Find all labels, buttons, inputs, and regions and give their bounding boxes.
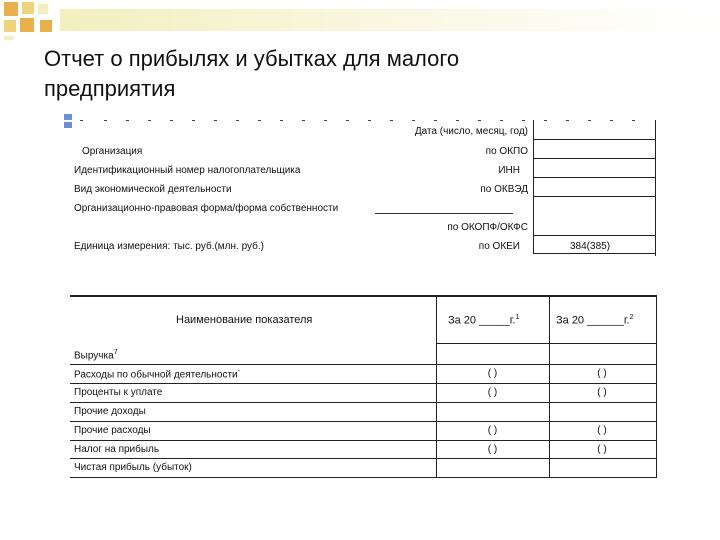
corner-square-icon: [20, 18, 34, 32]
col-header-period1: За 20 _____г.$^1$: [448, 314, 520, 327]
col-header-name: Наименование показателя: [176, 314, 313, 326]
okved-code: по ОКВЭД: [480, 184, 528, 195]
table-row: Налог на прибыль: [74, 444, 160, 455]
slide-title-line2: предприятия: [44, 76, 176, 101]
unit-label: Единица измерения: тыс. руб.(млн. руб.): [74, 241, 264, 252]
org-label: Организация: [82, 146, 143, 157]
corner-square-icon: [38, 4, 48, 14]
okei-code: по ОКЕИ: [478, 241, 520, 252]
title-band: [60, 9, 720, 31]
legal-form-underline: [375, 213, 513, 214]
corner-square-icon: [4, 20, 16, 32]
table-row: Выручка$^7$: [74, 349, 118, 362]
slide-title: [44, 44, 644, 104]
inn-code: ИНН: [498, 165, 520, 176]
table-row: Расходы по обычной деятельности-: [74, 368, 240, 381]
okpo-code: по ОКПО: [485, 146, 528, 157]
inn-label: Идентификационный номер налогоплательщика: [74, 165, 301, 176]
table-row: Чистая прибыль (убыток): [74, 462, 192, 473]
legal-form-label: Организационно-правовая форма/форма собственности: [74, 203, 339, 214]
row-value-2: ( ): [597, 368, 607, 379]
okei-value: 384(385): [570, 241, 611, 252]
corner-decoration: [0, 0, 720, 40]
ruler-marker-icon: [64, 114, 72, 128]
row-value-1: ( ): [487, 387, 498, 398]
corner-square-icon: [4, 2, 18, 16]
corner-square-icon: [40, 20, 52, 32]
table-row: Прочие расходы: [74, 425, 151, 436]
okopf-code: по ОКОПФ/ОКФС: [447, 222, 528, 233]
activity-label: Вид экономической деятельности: [74, 184, 232, 195]
row-value-2: ( ): [597, 425, 607, 436]
row-value-1: ( ): [487, 368, 498, 379]
row-value-2: ( ): [597, 387, 607, 398]
col-header-period2: За 20 ______г.$^2$: [556, 314, 634, 327]
slide-title-line1: Отчет о прибылях и убытках для малого: [44, 46, 460, 71]
row-value-1: ( ): [487, 444, 498, 455]
row-value-2: ( ): [597, 444, 607, 455]
row-value-1: ( ): [487, 425, 498, 436]
table-row: Прочие доходы: [74, 406, 146, 417]
table-row: Проценты к уплате: [74, 387, 163, 398]
corner-square-icon: [4, 36, 14, 40]
date-label: Дата (число, месяц, год): [414, 126, 528, 137]
corner-square-icon: [22, 2, 34, 14]
